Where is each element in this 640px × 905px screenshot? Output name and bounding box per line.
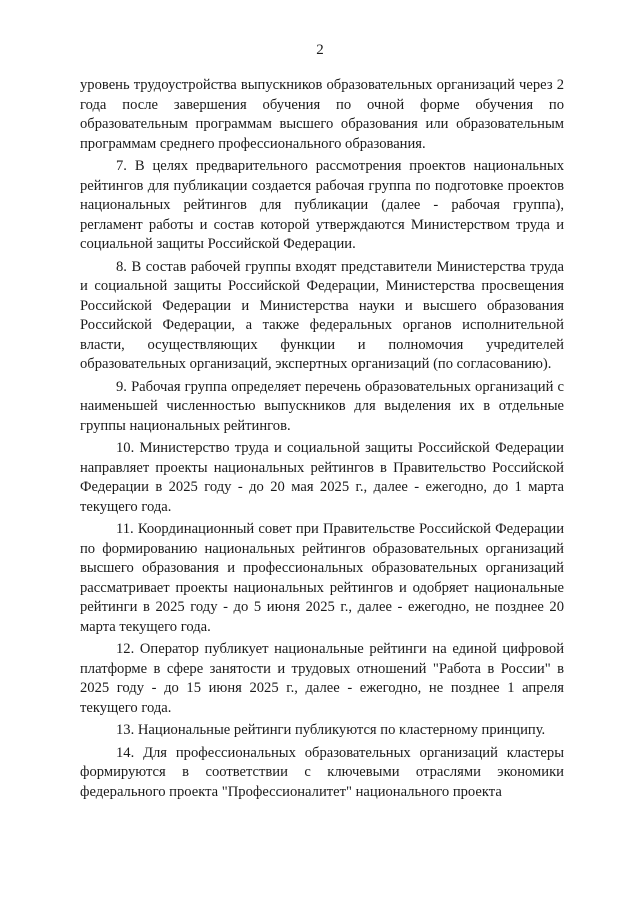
paragraph-9: 9. Рабочая группа определяет перечень образовательных организаций с наименьшей численностью выпускников для выделения их в отдельные группы национальных рейтингов. [80,378,564,434]
paragraph-12: 12. Оператор публикует национальные рейтинги на единой цифровой платформе в сфере занятости и трудовых отношений "Работа в России" в 2025 году - до 15 июня 2025 г., далее - ежегодно, не позднее 1 апреля текущего года. [80,641,564,716]
paragraph-11: 11. Координационный совет при Правительстве Российской Федерации по формированию национальных рейтингов образовательных организаций высшего образования и профессиональных образовательных организаций рассматривает проекты национальных рейтингов и одобряет национальные рейтинги в 2025 году - до 5 июня 2025 г., далее - ежегодно, не позднее 20 марта текущего года. [80,521,564,635]
paragraph-13: 13. Национальные рейтинги публикуются по кластерному принципу. [116,722,546,738]
document-body [80,76,564,805]
page-number: 2 [316,42,324,58]
paragraph-14: 14. Для профессиональных образовательных организаций кластеры формируются в соответствии с ключевыми отраслями экономики федерального проекта "Профессионалитет" национального проекта [80,744,564,800]
paragraph-7: 7. В целях предварительного рассмотрения проектов национальных рейтингов для публикации создается рабочая группа по подготовке проектов национальных рейтингов для публикации (далее - рабочая группа), регламент работы и состав которой утверждаются Министерством труда и социальной защиты Российской Федерации. [80,158,564,252]
paragraph-continuation: уровень трудоустройства выпускников образовательных организаций через 2 года после завершения обучения по очной форме обучения по образовательным программам высшего образования или образовательным программам среднего профессионального образования. [80,77,564,152]
paragraph-8: 8. В состав рабочей группы входят представители Министерства труда и социальной защиты Российской Федерации, Министерства просвещения Российской Федерации и Министерства науки и высшего образования Российской Федерации, а также федеральных органов исполнительной власти, осуществляющих функции и полномочия учредителей образовательных организаций, экспертных организаций (по согласованию). [80,258,564,372]
paragraph-10: 10. Министерство труда и социальной защиты Российской Федерации направляет проекты национальных рейтингов в Правительство Российской Федерации в 2025 году - до 20 мая 2025 г., далее - ежегодно, до 1 марта текущего года. [80,440,564,515]
